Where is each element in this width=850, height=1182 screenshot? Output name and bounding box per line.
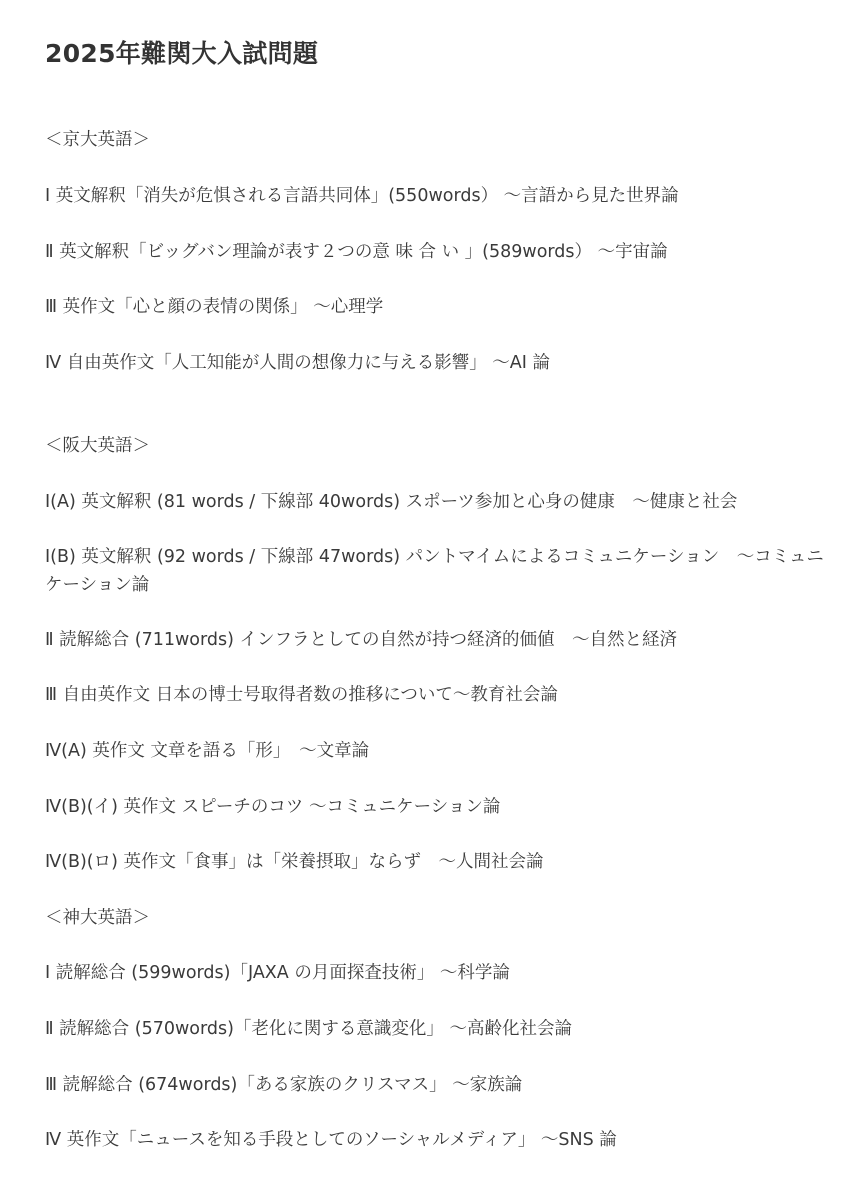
list-item: Ⅳ(B)(イ) 英作文 スピーチのコツ ～コミュニケーション論: [45, 797, 501, 817]
list-item: Ⅳ(A) 英作文 文章を語る「形」 ～文章論: [45, 741, 370, 761]
section-heading-kobe: ＜神大英語＞: [45, 908, 150, 928]
list-item: Ⅲ 読解総合 (674words)「ある家族のクリスマス」 ～家族論: [45, 1075, 523, 1095]
list-item: Ⅳ 英作文「ニュースを知る手段としてのソーシャルメディア」 ～SNS 論: [45, 1130, 617, 1150]
list-item: Ⅱ 読解総合 (711words) インフラとしての自然が持つ経済的価値 ～自然と経済: [45, 630, 677, 650]
list-item: Ⅰ 英文解釈「消失が危惧される言語共同体」(550words） ～言語から見た世界論: [45, 186, 679, 206]
list-item: Ⅲ 英作文「心と顔の表情の関係」 ～心理学: [45, 297, 384, 317]
section-heading-kyoto: ＜京大英語＞: [45, 130, 150, 150]
list-item: Ⅰ 読解総合 (599words)「JAXA の月面探査技術」 ～科学論: [45, 963, 510, 983]
page-title: 2025年難関大入試問題: [45, 39, 319, 68]
section-heading-osaka: ＜阪大英語＞: [45, 436, 150, 456]
list-item: Ⅰ(A) 英文解釈 (81 words / 下線部 40words) スポーツ参加と心身の健康 ～健康と社会: [45, 492, 738, 512]
list-item: Ⅳ 自由英作文「人工知能が人間の想像力に与える影響」 ～AI 論: [45, 353, 550, 373]
list-item: Ⅱ 英文解釈「ビッグバン理論が表す２つの意 味 合 い 」(589words） ～宇宙論: [45, 242, 668, 262]
list-item: Ⅲ 自由英作文 日本の博士号取得者数の推移について～教育社会論: [45, 685, 558, 705]
list-item: Ⅳ(B)(ロ) 英作文「食事」は「栄養摂取」ならず ～人間社会論: [45, 852, 544, 872]
list-item: Ⅱ 読解総合 (570words)「老化に関する意識変化」 ～高齢化社会論: [45, 1019, 572, 1039]
list-item: Ⅰ(B) 英文解釈 (92 words / 下線部 47words) パントマイムによるコミュニケーション ～コミュニケーション論: [45, 547, 824, 595]
